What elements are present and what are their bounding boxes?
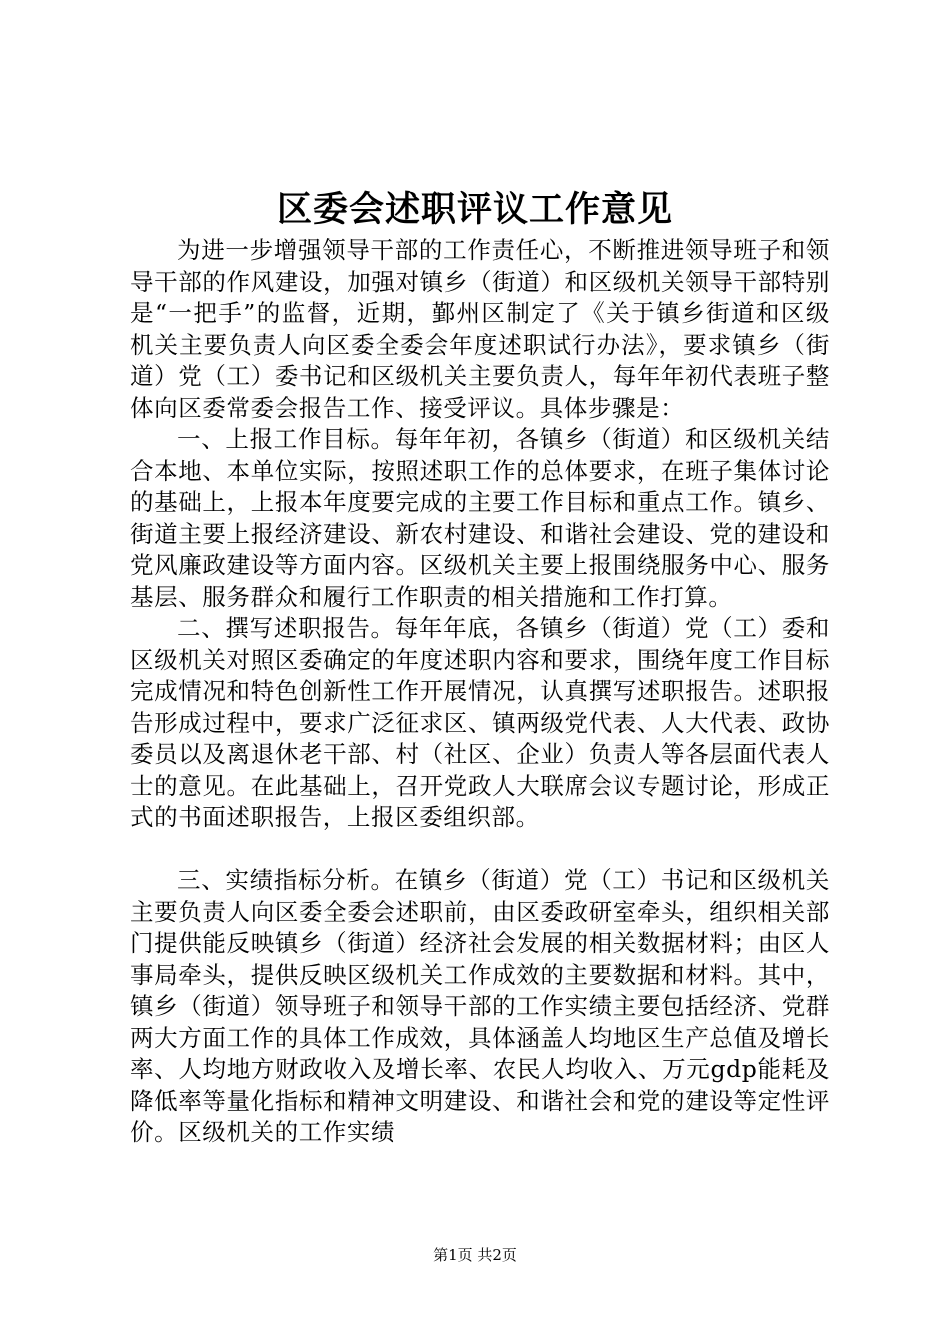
paragraph-intro: 为进一步增强领导干部的工作责任心，不断推进领导班子和领导干部的作风建设，加强对镇乡（街道）和区级机关领导干部特别是“一把手”的监督，近期，鄞州区制定了《关于镇乡街道和区级机关主要负责人向区委全委会年度述职试行办法》，要求镇乡（街道）党（工）委书记和区级机关主要负责人，每年年初代表班子整体向区委常委会报告工作、接受评议。具体步骤是： bbox=[130, 236, 830, 422]
paragraph-step-2: 二、撰写述职报告。每年年底，各镇乡（街道）党（工）委和区级机关对照区委确定的年度述职内容和要求，围绕年度工作目标完成情况和特色创新性工作开展情况，认真撰写述职报告。述职报告形成过程中，要求广泛征求区、镇两级党代表、人大代表、政协委员以及离退休老干部、村（社区、企业）负责人等各层面代表人士的意见。在此基础上，召开党政人大联席会议专题讨论，形成正式的书面述职报告，上报区委组织部。 bbox=[130, 614, 830, 831]
document-body bbox=[130, 235, 830, 1149]
page-footer: 第1页 共2页 bbox=[433, 1246, 517, 1264]
document-title: 区委会述职评议工作意见 bbox=[276, 189, 673, 230]
paragraph-step-3: 三、实绩指标分析。在镇乡（街道）党（工）书记和区级机关主要负责人向区委全委会述职前，由区委政研室牵头，组织相关部门提供能反映镇乡（街道）经济社会发展的相关数据材料；由区人事局牵头，提供反映区级机关工作成效的主要数据和材料。其中，镇乡（街道）领导班子和领导干部的工作实绩主要包括经济、党群两大方面工作的具体工作成效，具体涵盖人均地区生产总值及增长率、人均地方财政收入及增长率、农民人均收入、万元gdp能耗及降低率等量化指标和精神文明建设、和谐社会和党的建设等定性评价。区级机关的工作实绩 bbox=[130, 866, 830, 1146]
paragraph-step-1: 一、上报工作目标。每年年初，各镇乡（街道）和区级机关结合本地、本单位实际，按照述职工作的总体要求，在班子集体讨论的基础上，上报本年度要完成的主要工作目标和重点工作。镇乡、街道主要上报经济建设、新农村建设、和谐社会建设、党的建设和党风廉政建设等方面内容。区级机关主要上报围绕服务中心、服务基层、服务群众和履行工作职责的相关措施和工作打算。 bbox=[130, 425, 830, 611]
